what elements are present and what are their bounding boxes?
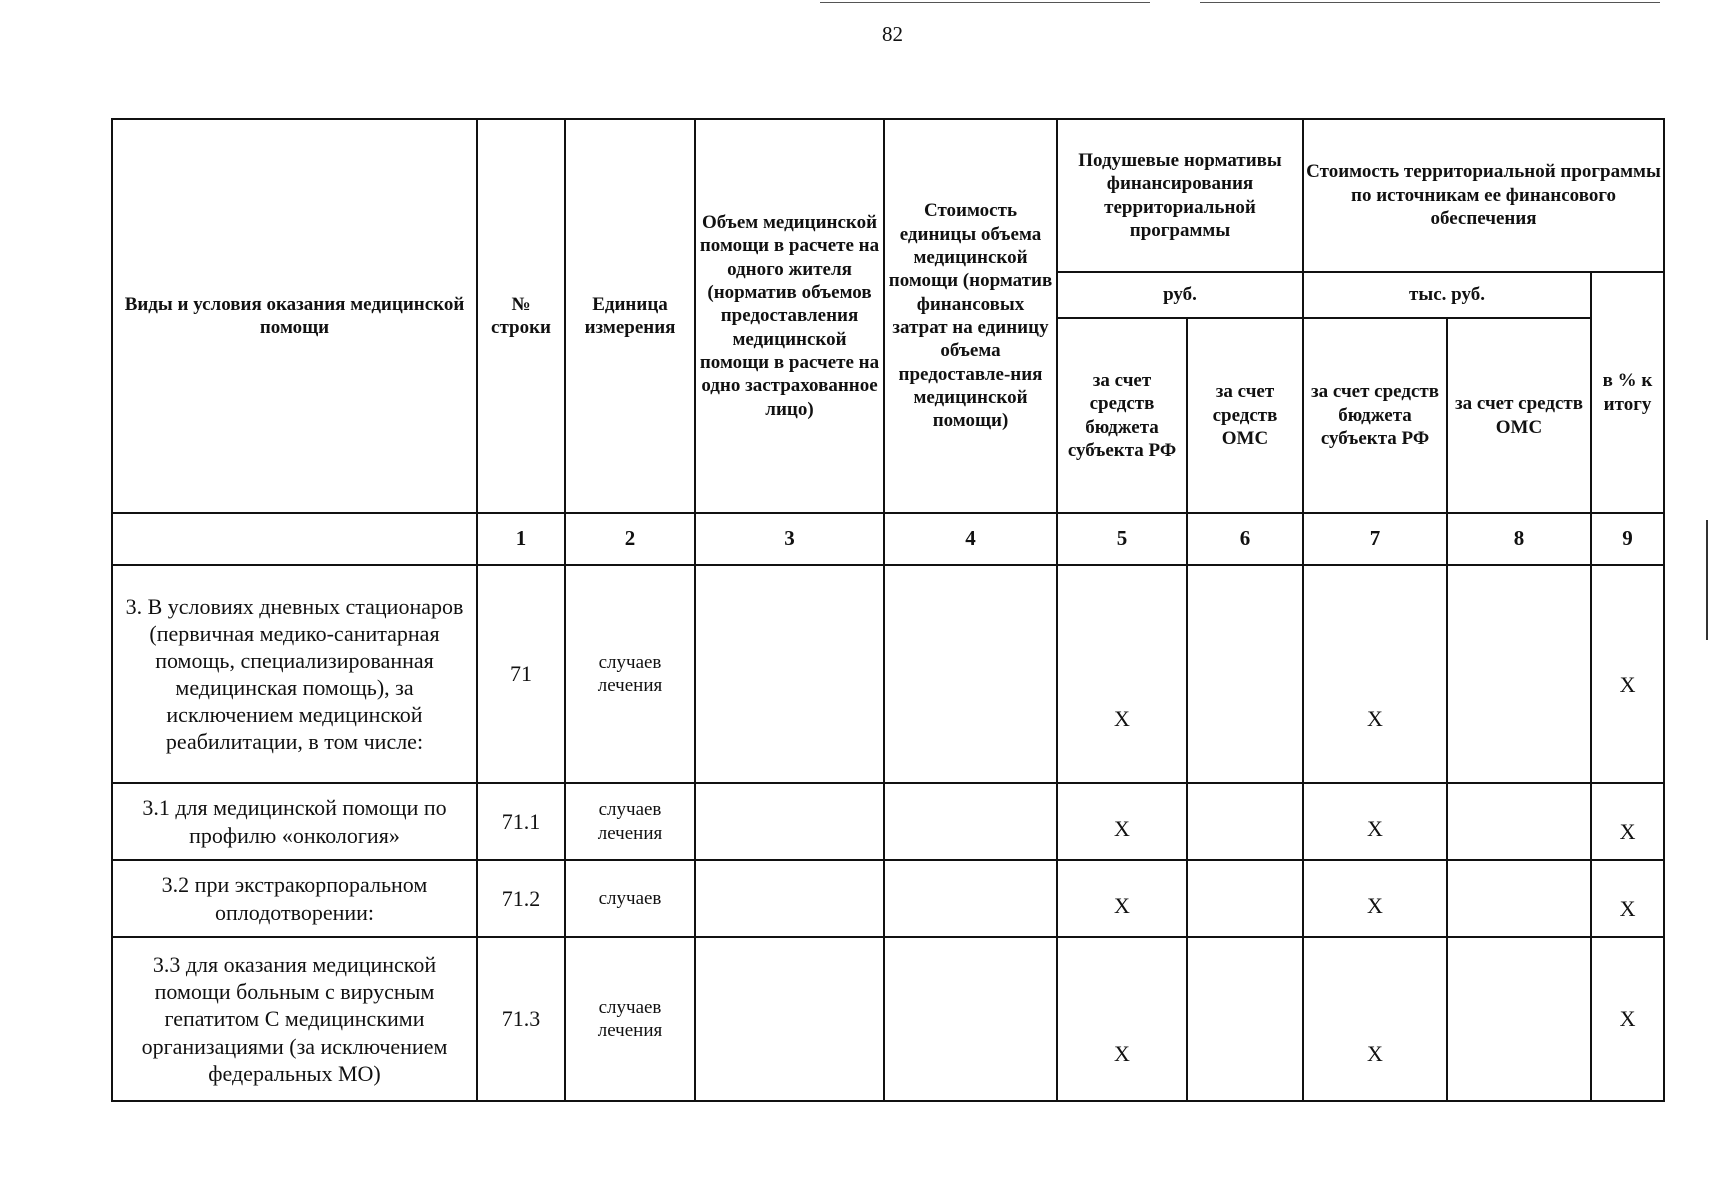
row-name: 3. В условиях дневных стационаров (первичная медико-санитарная помощь, специализированная медицинская помощь), за исключением медицинской реабилитации, в том числе: — [112, 565, 477, 783]
column-number-empty — [112, 513, 477, 565]
scan-line-top — [820, 2, 1150, 3]
cell-volume — [695, 937, 884, 1101]
scan-line-top-right — [1200, 2, 1660, 3]
cell-budget-rf-thousand: X — [1303, 937, 1447, 1101]
cell-budget-rf-rub: X — [1057, 783, 1187, 860]
row-name: 3.3 для оказания медицинской помощи больным с вирусным гепатитом С медицинскими организациями (за исключением федеральных МО) — [112, 937, 477, 1101]
cell-budget-rf-rub: X — [1057, 565, 1187, 783]
table-row — [112, 937, 1664, 1101]
cell-unit-cost — [884, 565, 1057, 783]
header-unit-rub: руб. — [1057, 272, 1303, 318]
row-name: 3.1 для медицинской помощи по профилю «онкология» — [112, 783, 477, 860]
column-number: 2 — [565, 513, 695, 565]
cell-percent-of-total: X — [1591, 860, 1664, 937]
column-number: 6 — [1187, 513, 1303, 565]
header-oms-thousand: за счет средств ОМС — [1447, 318, 1591, 513]
table-row — [112, 860, 1664, 937]
column-number: 3 — [695, 513, 884, 565]
header-volume: Объем медицинской помощи в расчете на одного жителя (норматив объемов предоставления медицинской помощи в расчете на одно застрахованное лицо) — [695, 119, 884, 513]
column-number: 7 — [1303, 513, 1447, 565]
column-number: 1 — [477, 513, 565, 565]
row-number: 71.2 — [477, 860, 565, 937]
header-oms-rub: за счет средств ОМС — [1187, 318, 1303, 513]
cell-volume — [695, 783, 884, 860]
header-unit: Единица измерения — [565, 119, 695, 513]
cell-oms-rub — [1187, 860, 1303, 937]
territorial-program-table — [111, 118, 1665, 1102]
cell-unit-cost — [884, 937, 1057, 1101]
header-row-number: № строки — [477, 119, 565, 513]
cell-percent-of-total: X — [1591, 565, 1664, 783]
row-number: 71.3 — [477, 937, 565, 1101]
cell-budget-rf-rub: X — [1057, 937, 1187, 1101]
row-unit: случаев лечения — [565, 565, 695, 783]
column-number: 9 — [1591, 513, 1664, 565]
cell-budget-rf-thousand: X — [1303, 565, 1447, 783]
table-row — [112, 565, 1664, 783]
row-unit: случаев лечения — [565, 783, 695, 860]
header-budget-rf-thousand: за счет средств бюджета субъекта РФ — [1303, 318, 1447, 513]
row-number: 71 — [477, 565, 565, 783]
cell-oms-rub — [1187, 783, 1303, 860]
cell-oms-thousand — [1447, 860, 1591, 937]
cell-oms-thousand — [1447, 937, 1591, 1101]
cell-unit-cost — [884, 860, 1057, 937]
header-budget-rf-rub: за счет средств бюджета субъекта РФ — [1057, 318, 1187, 513]
row-unit: случаев лечения — [565, 937, 695, 1101]
row-unit: случаев — [565, 860, 695, 937]
cell-oms-rub — [1187, 565, 1303, 783]
cell-percent-of-total: X — [1591, 783, 1664, 860]
cell-budget-rf-thousand: X — [1303, 783, 1447, 860]
header-per-capita-norms: Подушевые нормативы финансирования территориальной программы — [1057, 119, 1303, 272]
row-name: 3.2 при экстракорпоральном оплодотворении: — [112, 860, 477, 937]
column-number: 4 — [884, 513, 1057, 565]
header-program-cost: Стоимость территориальной программы по источникам ее финансового обеспечения — [1303, 119, 1664, 272]
cell-oms-thousand — [1447, 783, 1591, 860]
cell-volume — [695, 860, 884, 937]
cell-percent-of-total: X — [1591, 937, 1664, 1101]
cell-volume — [695, 565, 884, 783]
cell-oms-thousand — [1447, 565, 1591, 783]
cell-budget-rf-rub: X — [1057, 860, 1187, 937]
row-number: 71.1 — [477, 783, 565, 860]
table-row — [112, 783, 1664, 860]
header-unit-thousand-rub: тыс. руб. — [1303, 272, 1591, 318]
scan-line-right-edge — [1706, 520, 1708, 640]
page-number: 82 — [882, 22, 903, 46]
cell-budget-rf-thousand: X — [1303, 860, 1447, 937]
header-unit-cost: Стоимость единицы объема медицинской помощи (норматив финансовых затрат на единицу объема предоставле-ния медицинской помощи) — [884, 119, 1057, 513]
header-percent-of-total: в % к итогу — [1591, 272, 1664, 513]
cell-unit-cost — [884, 783, 1057, 860]
column-number: 8 — [1447, 513, 1591, 565]
header-types-of-care: Виды и условия оказания медицинской помощи — [112, 119, 477, 513]
cell-oms-rub — [1187, 937, 1303, 1101]
column-number: 5 — [1057, 513, 1187, 565]
